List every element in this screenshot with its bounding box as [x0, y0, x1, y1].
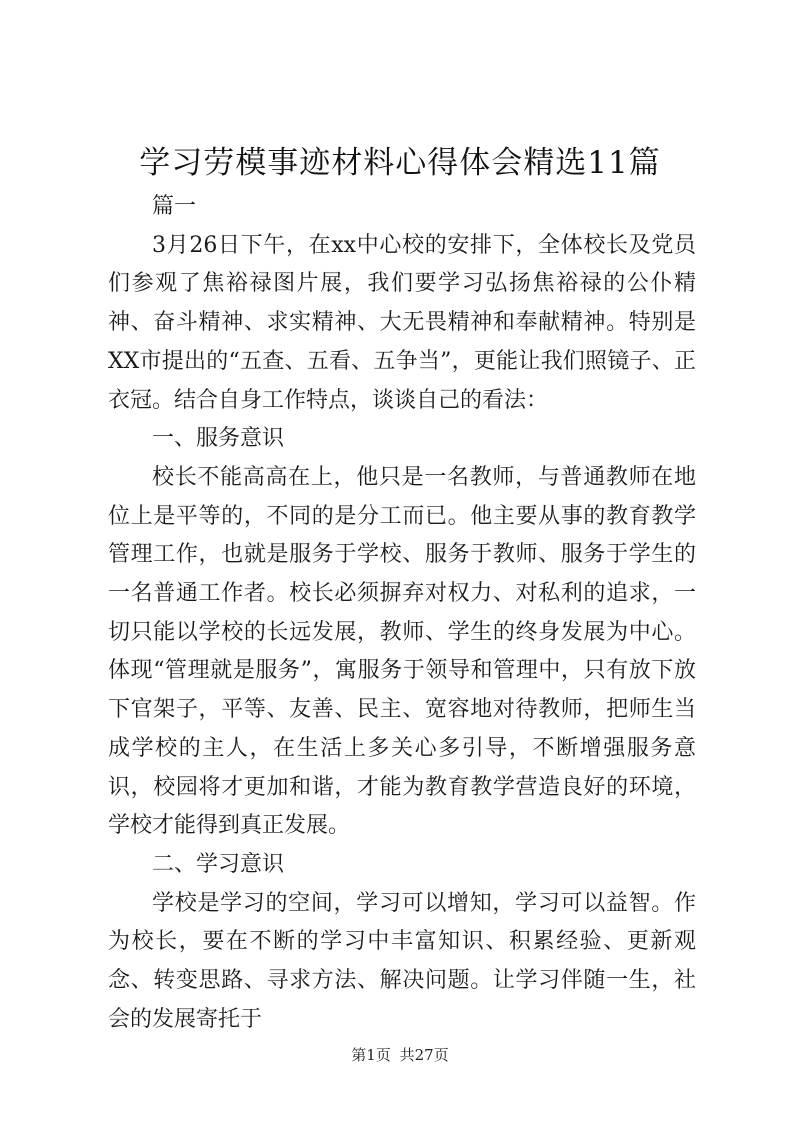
total-pages: 共27页 [399, 1046, 449, 1064]
section-heading: 篇一 [152, 194, 197, 219]
page-number: 第1页 [351, 1046, 391, 1064]
body-paragraph: 校长不能高高在上，他只是一名教师，与普通教师在地位上是平等的，不同的是分工而已。他主要从事的教育教学管理工作，也就是服务于学校、服务于教师、服务于学生的一名普通工作者。校长必须摒弃对权力、对私利的追求，一切只能以学校的长远发展，教师、学生的终身发展为中心。体现“管理就是服务”，寓服务于领导和管理中，只有放下放下官架子，平等、友善、民主、宽容地对待教师，把师生当成学校的主人，在生活上多关心多引导，不断增强服务意识，校园将才更加和谐，才能为教育教学营造良好的环境，学校才能得到真正发展。 [108, 464, 696, 839]
document-body [108, 188, 696, 1039]
body-paragraph: 学校是学习的空间，学习可以增知，学习可以益智。作为校长，要在不断的学习中丰富知识、积累经验、更新观念、转变思路、寻求方法、解决问题。让学习伴随一生，社会的发展寄托于 [108, 890, 696, 1032]
section-heading: 一、服务意识 [152, 426, 285, 452]
body-paragraph: 3月26日下午，在xx中心校的安排下，全体校长及党员们参观了焦裕禄图片展，我们要学习弘扬焦裕禄的公仆精神、奋斗精神、求实精神、大无畏精神和奉献精神。特别是XX市提出的“五查、五看、五争当”，更能让我们照镜子、正衣冠。结合自身工作特点，谈谈自己的看法： [108, 232, 696, 413]
document-title: 学习劳模事迹材料心得体会精选11篇 [139, 145, 661, 181]
section-heading: 二、学习意识 [152, 851, 285, 877]
page-footer [0, 1045, 800, 1065]
